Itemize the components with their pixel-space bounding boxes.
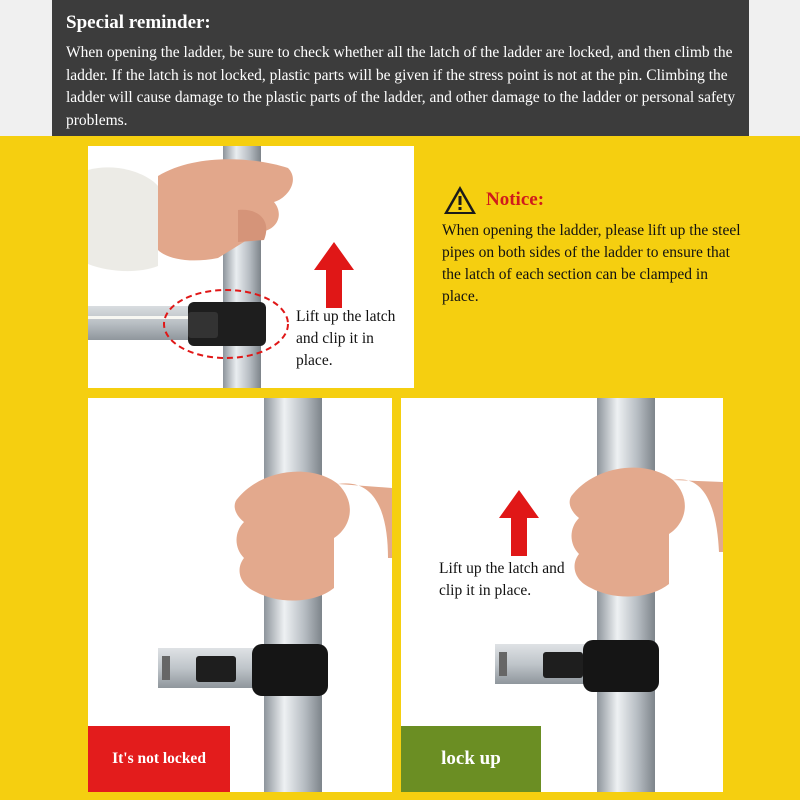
reminder-body: When opening the ladder, be sure to check whether all the latch of the ladder are locked, and then climb the ladder. If the latch is not locked, plastic parts will be given if the stress point is not at the pin. Climbing the ladder will cause damage to the plastic parts of the ladder, and other damage to the ladder or personal safety problems. [66,44,736,129]
right-margin [749,0,800,136]
notice-text: When opening the ladder, please lift up the steel pipes on both sides of the ladder to ensure that the latch of each section can be clamped in place. [442,222,741,305]
locked-panel-caption: Lift up the latch and clip it in place. [439,560,565,599]
not-locked-badge [88,726,230,792]
locked-label: lock up [441,748,501,769]
warning-triangle-icon [442,184,478,216]
notice-title: Notice: [486,189,545,210]
reminder-title: Special reminder: [66,12,211,33]
photo-panel-locked [401,398,723,792]
locked-badge [401,726,541,792]
photo-panel-not-locked [88,398,392,792]
top-panel-caption: Lift up the latch and clip it in place. [296,308,396,369]
photo-panel-top [88,146,414,388]
left-margin [0,0,52,136]
special-reminder-banner [52,0,749,136]
notice-block [442,184,742,308]
not-locked-label: It's not locked [112,750,206,767]
